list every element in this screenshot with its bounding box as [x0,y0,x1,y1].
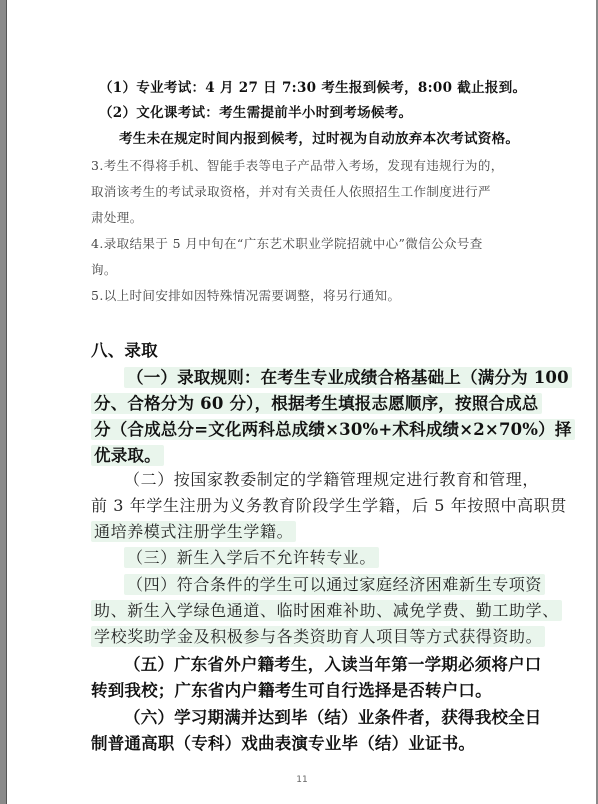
admission-rule-2-line-2: 前 3 年学生注册为义务教育阶段学生学籍，后 5 年按照中高职贯 [91,496,567,515]
rule-3-line-1: 3.考生不得将手机、智能手表等电子产品带入考场，发现有违规行为的， [91,158,504,173]
admission-rule-6-line-2: 制普通高职（专科）戏曲表演专业毕（结）业证书。 [91,734,476,753]
highlighted-text: （三）新生入学后不允许转专业。 [124,547,379,568]
admission-rule-2-line-1: （二）按国家教委制定的学籍管理规定进行教育和管理， [124,470,540,489]
exam-time-culture: （2）文化课考试：考生需提前半小时到考场候考。 [99,105,413,121]
page-number: 11 [296,775,308,785]
rule-3-line-3: 肃处理。 [91,210,143,225]
highlighted-text: （四）符合条件的学生可以通过家庭经济困难新生专项资 [124,574,545,595]
admission-rule-6-line-1: （六）学习期满并达到毕（结）业条件者，获得我校全日 [124,708,542,727]
admission-rule-4-line-2 [91,598,562,621]
admission-rule-5-line-2: 转到我校；广东省内户籍考生可自行选择是否转户口。 [91,681,492,700]
section-heading: 八、录取 [91,341,158,360]
admission-rule-4-line-3 [91,624,545,647]
admission-rule-4-line-1 [124,572,545,595]
highlighted-text: 助、新生入学绿色通道、临时困难补助、减免学费、勤工助学、 [91,600,562,621]
rule-4-line-1: 4.录取结果于 5 月中旬在“广东艺术职业学院招就中心”微信公众号查 [91,236,483,251]
highlighted-text: 分、合格分为 60 分），根据考生填报志愿顺序，按照合成总 [91,393,542,414]
highlighted-text: 学校奖助学金及积极参与各类资助育人项目等方式获得资助。 [91,626,545,647]
highlighted-text: （一）录取规则：在考生专业成绩合格基础上（满分为 100 [124,367,572,388]
admission-rule-1-line-1 [124,364,572,388]
admission-rule-1-line-2 [91,390,542,414]
exam-time-professional: （1）专业考试：4 月 27 日 7:30 考生报到候考，8:00 截止报到。 [99,80,527,96]
late-arrival-notice: 考生未在规定时间内报到候考，过时视为自动放弃本次考试资格。 [119,131,520,147]
document-page [6,0,596,804]
admission-rule-2-line-3 [91,519,296,542]
admission-rule-1-line-4 [91,442,164,466]
admission-rule-1-line-3 [91,416,575,440]
rule-5: 5.以上时间安排如因特殊情况需要调整，将另行通知。 [91,288,401,303]
rule-4-line-2: 询。 [91,262,117,277]
rule-3-line-2: 取消该考生的考试录取资格，并对有关责任人依照招生工作制度进行严 [91,184,491,199]
admission-rule-3 [124,545,379,568]
highlighted-text: 优录取。 [91,445,164,466]
highlighted-text: 通培养模式注册学生学籍。 [91,521,296,542]
highlighted-text: 分（合成总分=文化两科总成绩×30%+术科成绩×2×70%）择 [91,419,575,440]
admission-rule-5-line-1: （五）广东省外户籍考生，入读当年第一学期必须将户口 [124,655,542,674]
